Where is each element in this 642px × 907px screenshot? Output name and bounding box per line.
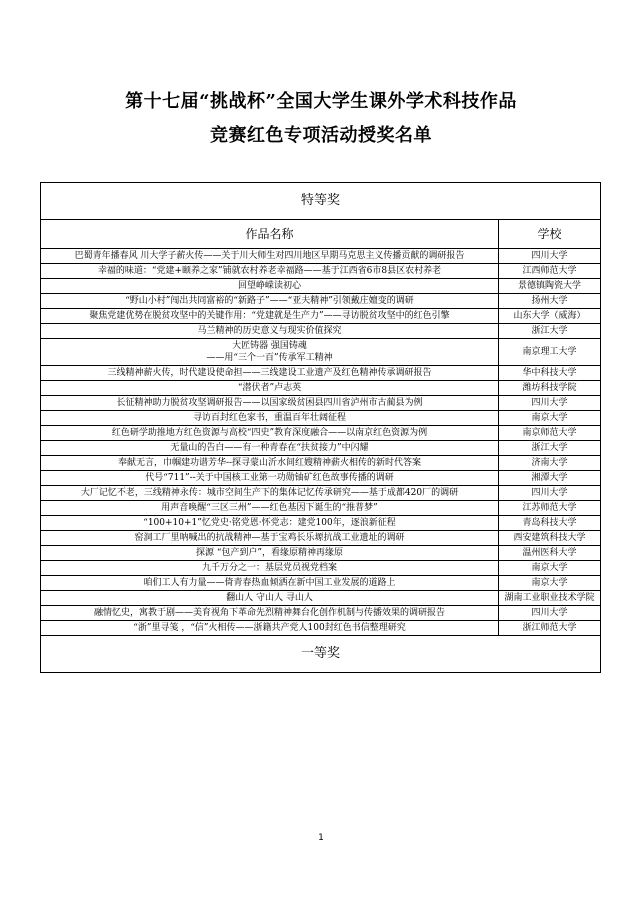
table-row bbox=[41, 366, 601, 381]
school-cell: 南京理工大学 bbox=[499, 339, 601, 366]
table-row bbox=[41, 486, 601, 501]
school-cell: 青岛科技大学 bbox=[499, 516, 601, 531]
table-row bbox=[41, 279, 601, 294]
column-header-name: 作品名称 bbox=[41, 220, 499, 249]
document-title-line-2: 竞赛红色专项活动授奖名单 bbox=[210, 125, 432, 146]
work-name-cell: “浙”里寻笺 ，“信”火相传——浙籍共产党人100封红色书信整理研究 bbox=[41, 621, 499, 636]
work-name-cell: 寻访百封红色家书，重温百年壮阔征程 bbox=[41, 411, 499, 426]
school-cell: 南京大学 bbox=[499, 411, 601, 426]
work-name-cell: 回望峥嵘读初心 bbox=[41, 279, 499, 294]
table-row bbox=[41, 294, 601, 309]
table-row bbox=[41, 324, 601, 339]
table-row bbox=[41, 441, 601, 456]
work-name-cell: 用声音唤醒“三区三州”——红色基因下诞生的“推普梦” bbox=[41, 501, 499, 516]
school-cell: 华中科技大学 bbox=[499, 366, 601, 381]
table-row bbox=[41, 606, 601, 621]
work-name-cell: 马兰精神的历史意义与现实价值探究 bbox=[41, 324, 499, 339]
column-header-school: 学校 bbox=[499, 220, 601, 249]
work-name-cell: 红色研学助推地方红色资源与高校“四史”教育深度融合——以南京红色资源为例 bbox=[41, 426, 499, 441]
table-row bbox=[41, 339, 601, 366]
school-cell: 南京大学 bbox=[499, 561, 601, 576]
work-name-cell: 咱们工人有力量——倚青春热血倾洒在新中国工业发展的道路上 bbox=[41, 576, 499, 591]
school-cell: 潍坊科技学院 bbox=[499, 381, 601, 396]
table-row bbox=[41, 309, 601, 324]
table-row bbox=[41, 546, 601, 561]
school-cell: 西安建筑科技大学 bbox=[499, 531, 601, 546]
school-cell: 景德镇陶瓷大学 bbox=[499, 279, 601, 294]
school-cell: 四川大学 bbox=[499, 486, 601, 501]
table-row bbox=[41, 591, 601, 606]
table-row bbox=[41, 501, 601, 516]
school-cell: 南京师范大学 bbox=[499, 426, 601, 441]
section-header-first: 一等奖 bbox=[41, 636, 601, 673]
page-number: 1 bbox=[318, 833, 324, 843]
school-cell: 山东大学（威海） bbox=[499, 309, 601, 324]
section-header-special: 特等奖 bbox=[41, 183, 601, 220]
school-cell: 浙江师范大学 bbox=[499, 621, 601, 636]
table-row bbox=[41, 411, 601, 426]
table-row bbox=[41, 576, 601, 591]
school-cell: 江西师范大学 bbox=[499, 264, 601, 279]
work-name-cell: 三线精神薪火传，时代建设使命担——三线建设工业遗产及红色精神传承调研报告 bbox=[41, 366, 499, 381]
table-row bbox=[41, 249, 601, 264]
work-name-cell: 聚焦党建优势在脱贫攻坚中的关键作用：“党建就是生产力”——寻访脱贫攻坚中的红色引擎 bbox=[41, 309, 499, 324]
table-row bbox=[41, 471, 601, 486]
work-name-cell: “潜伏者”卢志英 bbox=[41, 381, 499, 396]
school-cell: 四川大学 bbox=[499, 606, 601, 621]
work-name-cell: 大厂记忆不老，三线精神永传：城市空间生产下的集体记忆传承研究——基于成都420厂的调研 bbox=[41, 486, 499, 501]
school-cell: 浙江大学 bbox=[499, 324, 601, 339]
work-name-cell: 大匠铸器 强国铸魂 ——用“三个一百”传承军工精神 bbox=[41, 339, 499, 366]
school-cell: 扬州大学 bbox=[499, 294, 601, 309]
work-name-cell: 探源 “包产到户”，看缘原精神再缘原 bbox=[41, 546, 499, 561]
school-cell: 南京大学 bbox=[499, 576, 601, 591]
school-cell: 江苏师范大学 bbox=[499, 501, 601, 516]
table-row bbox=[41, 264, 601, 279]
work-name-cell: 奉献无言，巾帼建功谱芳华--探寻蒙山沂水间红嫂精神薪火相传的新时代答案 bbox=[41, 456, 499, 471]
work-name-cell: 幸福的味道：“党建+颐养之家”铺就农村养老幸福路——基于江西省6市8县区农村养老 bbox=[41, 264, 499, 279]
table-row bbox=[41, 516, 601, 531]
work-name-cell: 窑洞工厂里呐喊出的抗战精神—基于宝鸡长乐塬抗战工业遗址的调研 bbox=[41, 531, 499, 546]
school-cell: 济南大学 bbox=[499, 456, 601, 471]
work-name-cell: 巴蜀青年播春风 川大学子薪火传——关于川大师生对四川地区早期马克思主义传播贡献的调研报告 bbox=[41, 249, 499, 264]
school-cell: 湖南工业职业技术学院 bbox=[499, 591, 601, 606]
work-name-cell: 九千万分之一：基层党员视党档案 bbox=[41, 561, 499, 576]
document-title-line-1: 第十七届“挑战杯”全国大学生课外学术科技作品 bbox=[125, 91, 517, 112]
school-cell: 四川大学 bbox=[499, 249, 601, 264]
work-name-cell: 翻山人 守山人 寻山人 bbox=[41, 591, 499, 606]
school-cell: 湘潭大学 bbox=[499, 471, 601, 486]
table-row bbox=[41, 456, 601, 471]
school-cell: 温州医科大学 bbox=[499, 546, 601, 561]
table-row bbox=[41, 531, 601, 546]
table-row bbox=[41, 396, 601, 411]
award-table bbox=[40, 182, 601, 673]
table-row bbox=[41, 426, 601, 441]
work-name-cell: 代号“711”--关于中国核工业第一功勋铀矿红色故事传播的调研 bbox=[41, 471, 499, 486]
table-row bbox=[41, 561, 601, 576]
work-name-cell: 长征精神助力脱贫攻坚调研报告——以国家级贫困县四川省泸州市古蔺县为例 bbox=[41, 396, 499, 411]
table-row bbox=[41, 621, 601, 636]
school-cell: 四川大学 bbox=[499, 396, 601, 411]
school-cell: 浙江大学 bbox=[499, 441, 601, 456]
work-name-cell: “100+10+1”忆党史·铭党恩·怀党志：建党100年，逐浪新征程 bbox=[41, 516, 499, 531]
table-row bbox=[41, 381, 601, 396]
work-name-cell: 融情忆史，寓教于剧——美育视角下革命先烈精神舞台化创作机制与传播效果的调研报告 bbox=[41, 606, 499, 621]
work-name-cell: 无量山的告白——有一种青春在“扶贫接力”中闪耀 bbox=[41, 441, 499, 456]
work-name-cell: “野山小村”闯出共同富裕的“新路子”——“亚夫精神”引领戴庄嬗变的调研 bbox=[41, 294, 499, 309]
